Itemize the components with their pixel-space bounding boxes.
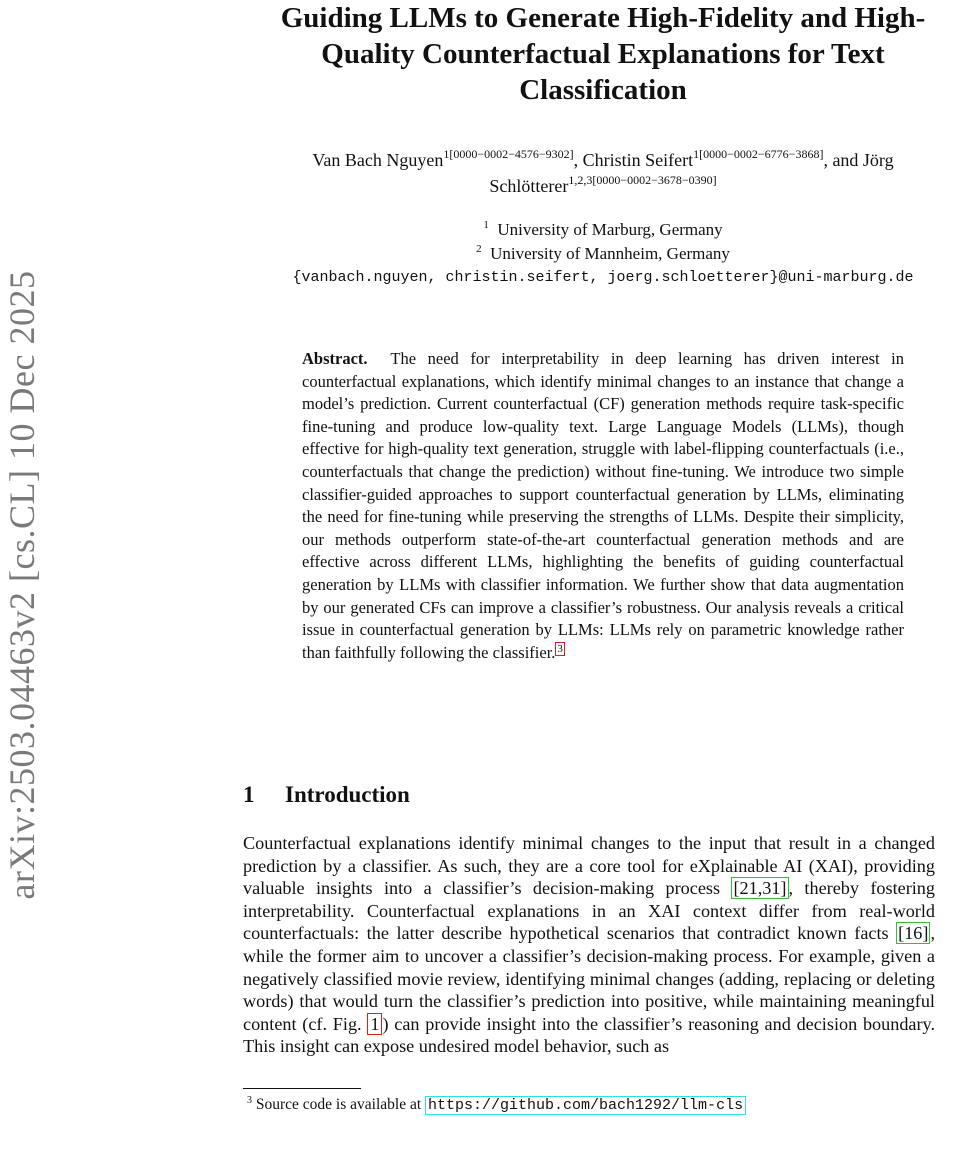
arxiv-sidebar	[2, 220, 42, 950]
footnote-text: Source code is available at	[255, 1096, 426, 1113]
paper-title: Guiding LLMs to Generate High-Fidelity and High-Quality Counterfactual Explanations for Text Classification	[280, 2, 926, 106]
intro-text: Counterfactual explanations identify minimal changes to the input that result in a changed prediction by a classifier. As such, they are a core tool for eXplainable AI (XAI), providing valuable insights into a classifier’s decision-making process	[243, 833, 935, 899]
author-separator: ,	[573, 150, 583, 170]
figure-link[interactable]: 1	[367, 1013, 382, 1035]
section-title: Introduction	[285, 782, 410, 807]
author-emails: {vanbach.nguyen, christin.seifert, joerg.schloetterer}@uni-marburg.de	[292, 269, 914, 286]
author-name: Christin Seifert	[582, 150, 694, 170]
intro-text: ) can provide insight into the classifier’s reasoning and decision boundary. This insight can expose undesired model behavior, such as	[243, 1013, 935, 1057]
citation-link[interactable]: [16]	[898, 923, 929, 944]
source-code-link[interactable]: https://github.com/bach1292/llm-cls	[425, 1096, 746, 1115]
affiliation-marker: 1	[483, 219, 489, 231]
affiliation-text: University of Marburg, Germany	[497, 220, 723, 239]
footnote-marker: 3	[247, 1095, 252, 1106]
section-number: 1	[243, 782, 255, 807]
abstract-label: Abstract.	[302, 349, 368, 368]
abstract	[302, 348, 904, 664]
author-orcid: 1[0000−0002−6776−3868]	[693, 147, 824, 161]
citation-link[interactable]: [21,31]	[733, 878, 787, 899]
author-orcid: 1[0000−0002−4576−9302]	[443, 147, 574, 161]
abstract-text: The need for interpretability in deep learning has driven interest in counterfactual explanations, which identify minimal changes to an instance that change a model’s prediction. Current counterfactual (CF) generation methods require task-specific fine-tuning and produce low-quality text. Large Language Models (LLMs), though effective for high-quality text generation, struggle with label-flipping counterfactuals (i.e., counterfactuals that change the prediction) without fine-tuning. We introduce two simple classifier-guided approaches to support counterfactual generation by LLMs, eliminating the need for fine-tuning while preserving the strengths of LLMs. Despite their simplicity, our methods outperform state-of-the-art counterfactual generation methods and are effective across different LLMs, highlighting the benefits of guiding counterfactual generation by LLMs with classifier information. We further show that data augmentation by our generated CFs can improve a classifier’s robustness. Our analysis reveals a critical issue in counterfactual generation by LLMs: LLMs rely on parametric knowledge rather than faithfully following the classifier.	[302, 349, 904, 662]
author-name: and Jörg Schlötterer	[489, 150, 894, 196]
footnote-divider	[243, 1088, 361, 1089]
affiliation-line	[243, 218, 963, 242]
intro-text: , while the former aim to uncover a classifier’s decision-making process. For example, given a negatively classified movie review, identifying minimal changes (adding, replacing or deleting words) that would turn the classifier’s prediction into positive, while maintaining meaningful content (cf. Fig.	[243, 923, 935, 1034]
intro-text: , thereby fostering interpretability. Counterfactual explanations in an XAI context differ from real-world counterfactuals: the latter describe hypothetical scenarios that contradict known facts	[243, 878, 935, 944]
author-orcid: 1,2,3[0000−0002−3678−0390]	[568, 173, 717, 187]
introduction-paragraph	[243, 832, 935, 1058]
author-name: Van Bach Nguyen	[312, 150, 444, 170]
footnote-link[interactable]: 3	[557, 642, 563, 655]
footnote	[247, 1094, 746, 1117]
section-heading	[243, 780, 410, 810]
affiliations	[243, 218, 963, 290]
affiliation-text: University of Mannheim, Germany	[490, 244, 730, 263]
author-separator: ,	[823, 150, 833, 170]
author-list	[243, 147, 963, 199]
arxiv-identifier: arXiv:2503.04463v2 [cs.CL] 10 Dec 2025	[2, 270, 42, 900]
affiliation-line	[243, 242, 963, 266]
affiliation-marker: 2	[476, 243, 482, 255]
